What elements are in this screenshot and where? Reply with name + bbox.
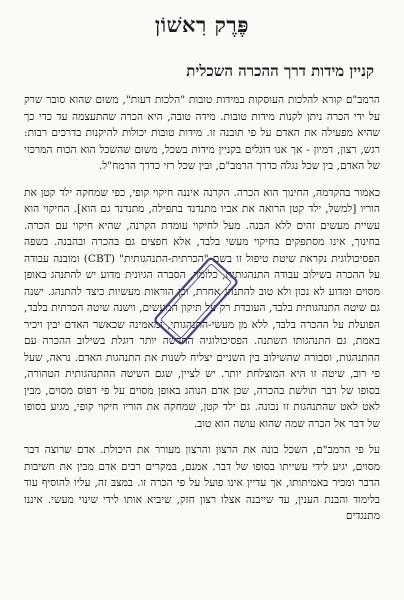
paragraph: הרמב"ם קורא להלכות העוסקות במידות טובות "הלכות דעות", משום שהוא סובר שרק על ידי הכרה ניתן לקנות מידות טובות. מידה טובה, היא הכרה שהתעצמה עד כדי כך שהיא מפעילה את האדם על פי תובנה זו. מידות טובות יכולות להיקנות בדרכים רבות: רגש, רצון, דמיון - אך אנו דוגלים בקניין מידות בשכל, משום שהשכל הוא הכוח המרכזי של האדם, בין שכל נגלה כדרך הרמב"ם, ובין שכל רזי כדרך הרמח"ל.	[24, 94, 380, 172]
paragraph: על פי הרמב"ם, השכל בונה את הרצון והרצון מעורר את היכולת. אדם שרוצה דבר מסוים, יגיע לידי עשייתו בסופו של דבר. אמנם, במקרים רבים אדם מבין את חשיבות הדבר ומכיר באמיתותו, אך עדיין אינו פועל על פי הכרה זו. במצב זה, עליו להוסיף עוד בלימוד והבנת הענין, עד שייבנה אצלו רצון חזק, שיביא אותו לידי שינוי מעשי. איננו מתנגדים	[24, 444, 380, 522]
chapter-title: פֶּרֶק רִאשׁוֹן	[154, 12, 250, 37]
paragraph: כאמור בהקדמה, החינוך הוא הכרה. הקרנה איננה חיקוי קופי, כפי שמחקה ילד קטן את הוריו [למשל, ילד קטן הרואה את אביו מתנדנד בתפילה, מתנדנד גם הוא]. החיקוי הוא עשיית מעשים זהים ללא הבנה. מעל לחיקוי עומדת הקרנה, שהיא חיקוי עם הכרה. בחינוך, אינו מסתפקים בחיקוי מעשי בלבד, אלא חפצים גם בהכרה ובהבנה. בשפה הפסיכולוגית נקראת שיטת טיפול זו בשם "הכרתית-התנהגותית" (CBT) ומובנה עבודה על ההכרה בשילוב עבודה התנהגותית, כלומר, הסברה הגיונית מדוע יש להתנהג באופן מסוים ומדוע לא נכון ולא טוב להתנהג אחרת, וכן הוראות מעשיות כיצד להתנהג. ישנה גם שיטה התנהגותית בלבד, העובדת רק על תיקון המעשים, וישנה שיטה הכרתית בלבד, הפועלת על ההכרה בלבד, ללא מן מעשי-התנהגותי, ומאמינה שכאשר האדם יבין ויכיר באמת, גם התנהגותו תשתנה. הפסיכולוגיה החדשה יותר דוגלת בשילוב ההכרה עם ההתנהגות, וסבורה שהשילוב בין השניים יצליח לשנות את התנהגות האדם. נראה, שעל פי רוב, שיטה זו היא המוצלחת יותר. יש לציין, שגם השיטה ההתנהגותית הטהורה, בסופו של דבר תולשת בהכרה, שכן אדם הנוהג באופן מסוים על פי דפוס מסוים, מבין לאט לאט שהתנהגות זו נכונה. גם ילד קטן, שמחקה את הוריו חיקוי קופי, מגיע בסופו של דבר אל הכרה שמה שהוא עושה הוא טוב.	[24, 186, 380, 430]
section-title: קניין מידות דרך ההכרה השכלית	[186, 62, 374, 80]
